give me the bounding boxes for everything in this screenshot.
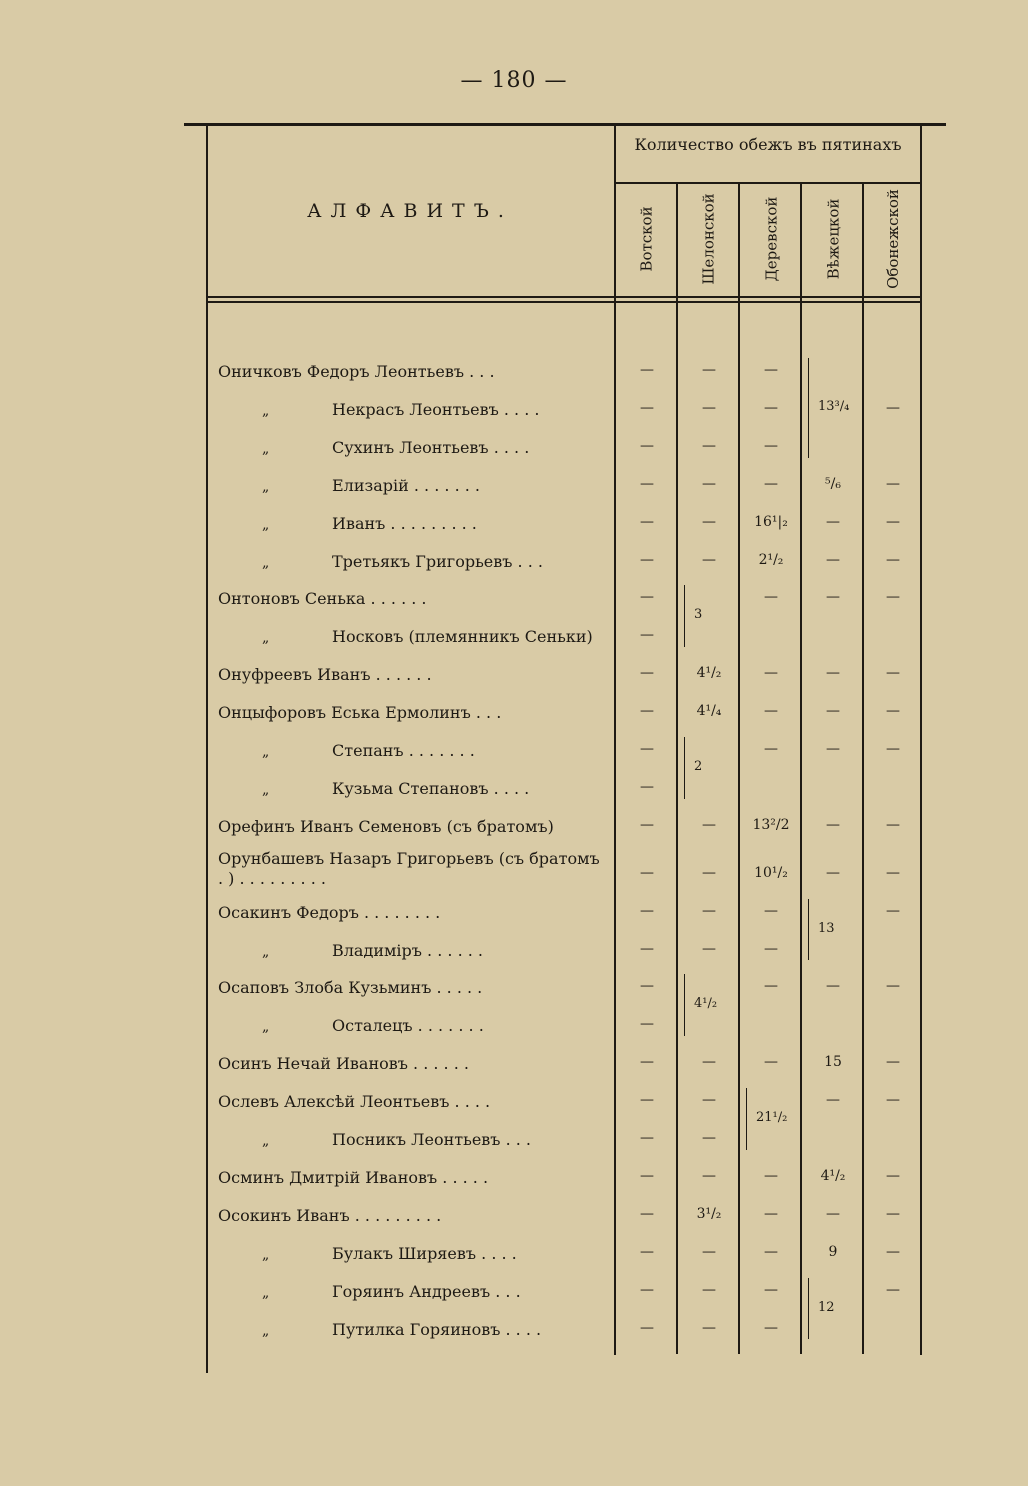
value-cell: — xyxy=(702,1092,716,1109)
column-header-derevskoy: Деревской xyxy=(762,196,780,282)
entry-name-text: Елизарій . . . . . . . xyxy=(332,475,480,495)
value-cell: — xyxy=(886,864,900,881)
value-cell: ⁵/₆ xyxy=(825,475,841,492)
value-cell: — xyxy=(640,1281,654,1298)
top-rule xyxy=(184,123,946,126)
table-row xyxy=(0,1048,1028,1078)
entry-name xyxy=(262,1016,608,1035)
entry-name xyxy=(262,1130,608,1149)
brace-group xyxy=(684,585,740,647)
value-cell: — xyxy=(640,1054,654,1071)
value-cell: — xyxy=(640,1016,654,1033)
entry-name-text: Некрасъ Леонтьевъ . . . . xyxy=(332,399,540,419)
value-cell: — xyxy=(764,437,778,454)
ditto-mark: „ xyxy=(262,402,270,419)
value-cell: — xyxy=(764,1281,778,1298)
entry-name xyxy=(262,476,608,495)
value-cell: — xyxy=(886,703,900,720)
entry-name xyxy=(218,849,608,889)
value-cell: — xyxy=(886,978,900,995)
table-row xyxy=(0,583,1028,613)
value-cell: — xyxy=(640,665,654,682)
value-cell: — xyxy=(702,1319,716,1336)
entry-name-text: Осталецъ . . . . . . . xyxy=(332,1016,484,1036)
value-cell: 4¹/₄ xyxy=(696,703,722,720)
entry-name-text: Осминъ Дмитрій Ивановъ . . . . . xyxy=(218,1167,489,1187)
entry-name-text: Степанъ . . . . . . . xyxy=(332,741,475,760)
value-cell: 3¹/₂ xyxy=(696,1205,722,1222)
entry-name xyxy=(218,589,608,608)
entry-name-text: Третьякъ Григорьевъ . . . xyxy=(332,551,543,571)
table-row xyxy=(0,470,1028,500)
value-cell: — xyxy=(826,1092,840,1109)
value-cell: — xyxy=(640,399,654,416)
value-cell: 4¹/₂ xyxy=(696,665,722,682)
table-row xyxy=(0,848,1028,889)
value-cell: — xyxy=(764,703,778,720)
value-cell: — xyxy=(764,940,778,957)
value-cell: — xyxy=(702,864,716,881)
value-cell: 10¹/₂ xyxy=(754,864,788,881)
value-cell: — xyxy=(886,1092,900,1109)
ditto-mark: „ xyxy=(262,630,270,647)
value-cell: — xyxy=(826,1205,840,1222)
header-rule-upper xyxy=(206,296,920,298)
value-cell: — xyxy=(702,513,716,530)
column-header-obonezhskoy: Обонежской xyxy=(884,189,902,289)
value-cell: — xyxy=(640,978,654,995)
table-row xyxy=(0,1314,1028,1344)
value-cell: — xyxy=(886,665,900,682)
entry-name-text: Носковъ (племянникъ Сеньки) xyxy=(332,627,593,647)
table-row xyxy=(0,356,1028,386)
entry-name xyxy=(262,514,608,533)
entry-name xyxy=(218,1206,608,1225)
brace-group xyxy=(808,358,864,458)
column-group-heading: Количество обежъ въ пятинахъ xyxy=(634,135,902,154)
value-cell: — xyxy=(640,513,654,530)
ditto-mark: „ xyxy=(262,1133,270,1149)
column-header-shelonskoy: Шелонской xyxy=(700,193,719,285)
entry-name-text: Ослевъ Алексѣй Леонтьевъ . . . . xyxy=(218,1092,491,1112)
entry-name-text: Оничковъ Федоръ Леонтьевъ . . . xyxy=(218,362,495,381)
entry-name xyxy=(262,941,608,960)
entry-name-text: Сухинъ Леонтьевъ . . . . xyxy=(332,437,530,457)
value-cell: — xyxy=(640,1243,654,1260)
value-cell: — xyxy=(764,475,778,492)
column-header-votskoy: Вотской xyxy=(638,206,656,272)
value-cell: — xyxy=(764,1205,778,1222)
entry-name xyxy=(218,362,608,381)
value-cell: — xyxy=(826,665,840,682)
value-cell: — xyxy=(886,816,900,833)
entry-name-text: Осакинъ Федоръ . . . . . . . . xyxy=(218,902,441,922)
value-cell: — xyxy=(640,1167,654,1184)
table-row xyxy=(0,659,1028,689)
entry-name-text: Онцыфоровъ Еська Ермолинъ . . . xyxy=(218,703,502,723)
entry-name xyxy=(218,903,608,922)
entry-name xyxy=(218,1092,608,1111)
value-cell: — xyxy=(886,475,900,492)
value-cell: — xyxy=(702,1167,716,1184)
table-row xyxy=(0,1124,1028,1154)
value-cell: — xyxy=(640,703,654,720)
ditto-mark: „ xyxy=(262,1019,270,1036)
table-row xyxy=(0,1200,1028,1230)
value-cell: — xyxy=(640,741,654,757)
value-cell: — xyxy=(826,978,840,995)
value-cell: — xyxy=(764,589,778,606)
value-cell: — xyxy=(886,1167,900,1184)
entry-name-text: Осинъ Нечай Ивановъ . . . . . . xyxy=(218,1054,469,1074)
value-cell: — xyxy=(640,1319,654,1336)
entry-name-text: Осокинъ Иванъ . . . . . . . . . xyxy=(218,1205,442,1225)
brace-value: 3 xyxy=(694,607,703,623)
entry-name xyxy=(262,627,608,646)
entry-name-text: Орунбашевъ Назаръ Григорьевъ (съ братомъ . ) . . . . . . . . . xyxy=(218,848,600,888)
table-row xyxy=(0,546,1028,576)
value-cell: — xyxy=(886,1281,900,1298)
brace-value: 21¹/₂ xyxy=(756,1110,788,1126)
value-cell: — xyxy=(702,1281,716,1298)
value-cell: — xyxy=(886,399,900,416)
value-cell: 9 xyxy=(828,1243,838,1260)
value-cell: — xyxy=(702,362,716,378)
value-cell: — xyxy=(764,399,778,416)
value-cell: — xyxy=(702,399,716,416)
table-row xyxy=(0,773,1028,803)
value-cell: 15 xyxy=(824,1054,842,1071)
value-cell: — xyxy=(764,1319,778,1336)
value-cell: — xyxy=(640,940,654,957)
value-cell: 13²/2 xyxy=(752,816,790,833)
table-row xyxy=(0,432,1028,462)
value-cell: — xyxy=(764,1243,778,1260)
value-cell: — xyxy=(826,816,840,833)
table-row xyxy=(0,394,1028,424)
value-cell: — xyxy=(764,741,778,757)
entry-name xyxy=(262,741,608,760)
value-cell: — xyxy=(826,551,840,568)
table-row xyxy=(0,1276,1028,1306)
brace-group xyxy=(746,1088,802,1150)
ditto-mark: „ xyxy=(262,554,270,571)
table-row xyxy=(0,621,1028,651)
value-cell: — xyxy=(640,362,654,378)
entry-name-text: Кузьма Степановъ . . . . xyxy=(332,778,530,798)
entry-name-text: Путилка Горяиновъ . . . . xyxy=(332,1319,542,1339)
value-cell: — xyxy=(826,741,840,757)
column-header-vezhetskoy: Вѣжецкой xyxy=(824,198,843,280)
entry-name-text: Онтоновъ Сенька . . . . . . xyxy=(218,589,427,609)
value-cell: — xyxy=(702,940,716,957)
ditto-mark: „ xyxy=(262,516,270,533)
value-cell: 16¹|₂ xyxy=(754,513,788,530)
value-cell: — xyxy=(640,475,654,492)
entry-name xyxy=(262,400,608,419)
brace-value: 2 xyxy=(694,758,703,774)
value-cell: — xyxy=(764,902,778,919)
entry-name xyxy=(218,817,608,836)
value-cell: — xyxy=(826,513,840,530)
value-cell: — xyxy=(640,1130,654,1146)
value-cell: — xyxy=(702,1130,716,1146)
entry-name xyxy=(262,552,608,571)
brace-group xyxy=(808,1278,864,1340)
value-cell: — xyxy=(640,864,654,881)
header-rule-lower xyxy=(206,301,920,303)
brace-value: 4¹/₂ xyxy=(694,996,718,1012)
entry-name xyxy=(218,665,608,684)
value-cell: — xyxy=(702,902,716,919)
brace-value: 12 xyxy=(818,1299,835,1315)
entry-name xyxy=(262,438,608,457)
value-cell: — xyxy=(640,589,654,606)
entry-name xyxy=(218,703,608,722)
table-row xyxy=(0,697,1028,727)
entry-name-text: Онуфреевъ Иванъ . . . . . . xyxy=(218,665,432,685)
value-cell: — xyxy=(886,551,900,568)
entry-name-text: Горяинъ Андреевъ . . . xyxy=(332,1281,521,1301)
alphabet-heading: АЛФАВИТЪ. xyxy=(307,200,513,222)
value-cell: — xyxy=(826,703,840,720)
value-cell: — xyxy=(640,551,654,568)
entry-name-text: Орефинъ Иванъ Семеновъ (съ братомъ) xyxy=(218,816,554,836)
value-cell: 2¹/₂ xyxy=(758,551,784,568)
brace-group xyxy=(808,899,864,961)
table-row xyxy=(0,935,1028,965)
value-cell: 4¹/₂ xyxy=(820,1167,846,1184)
value-cell: — xyxy=(886,902,900,919)
brace-group xyxy=(684,974,740,1036)
table-row xyxy=(0,897,1028,927)
value-cell: — xyxy=(702,437,716,454)
value-cell: — xyxy=(764,1054,778,1071)
value-cell: — xyxy=(702,1054,716,1071)
value-cell: — xyxy=(764,1167,778,1184)
table-row xyxy=(0,1086,1028,1116)
entry-name xyxy=(218,1054,608,1073)
value-cell: — xyxy=(886,1243,900,1260)
entry-name xyxy=(262,779,608,798)
ditto-mark: „ xyxy=(262,1246,270,1263)
table-row xyxy=(0,1238,1028,1268)
brace-value: 13³/₄ xyxy=(818,398,850,414)
ditto-mark: „ xyxy=(262,1322,270,1339)
value-cell: — xyxy=(886,513,900,530)
brace-group xyxy=(684,737,740,799)
table-row xyxy=(0,508,1028,538)
value-cell: — xyxy=(640,816,654,833)
value-cell: — xyxy=(886,589,900,606)
value-cell: — xyxy=(702,551,716,568)
table-row xyxy=(0,811,1028,841)
value-cell: — xyxy=(764,362,778,378)
value-cell: — xyxy=(702,475,716,492)
value-cell: — xyxy=(702,1243,716,1260)
value-cell: — xyxy=(764,665,778,682)
value-cell: — xyxy=(886,1205,900,1222)
value-cell: — xyxy=(826,589,840,606)
entry-name-text: Булакъ Ширяевъ . . . . xyxy=(332,1243,517,1263)
ditto-mark: „ xyxy=(262,1284,270,1301)
value-cell: — xyxy=(640,627,654,644)
value-cell: — xyxy=(886,741,900,757)
entry-name xyxy=(262,1244,608,1263)
brace-value: 13 xyxy=(818,920,835,936)
ditto-mark: „ xyxy=(262,440,270,457)
entry-name xyxy=(262,1282,608,1301)
entry-name xyxy=(218,978,608,997)
entry-name xyxy=(262,1320,608,1339)
table-row xyxy=(0,1162,1028,1192)
ditto-mark: „ xyxy=(262,781,270,798)
ditto-mark: „ xyxy=(262,744,270,760)
value-cell: — xyxy=(702,816,716,833)
table-row xyxy=(0,972,1028,1002)
value-cell: — xyxy=(640,437,654,454)
table-row xyxy=(0,1010,1028,1040)
value-cell: — xyxy=(764,978,778,995)
entry-name xyxy=(218,1168,608,1187)
entry-name-text: Владиміръ . . . . . . xyxy=(332,940,483,960)
value-cell: — xyxy=(640,902,654,919)
value-cell: — xyxy=(826,864,840,881)
value-cell: — xyxy=(640,1205,654,1222)
page-number: — 180 — xyxy=(460,68,568,93)
entry-name-text: Иванъ . . . . . . . . . xyxy=(332,513,477,533)
entry-name-text: Посникъ Леонтьевъ . . . xyxy=(332,1130,531,1149)
ditto-mark: „ xyxy=(262,943,270,960)
value-cell: — xyxy=(640,1092,654,1109)
value-cell: — xyxy=(886,1054,900,1071)
entry-name-text: Осаповъ Злоба Кузьминъ . . . . . xyxy=(218,978,483,998)
table-row xyxy=(0,735,1028,765)
ditto-mark: „ xyxy=(262,478,270,495)
value-cell: — xyxy=(640,778,654,795)
